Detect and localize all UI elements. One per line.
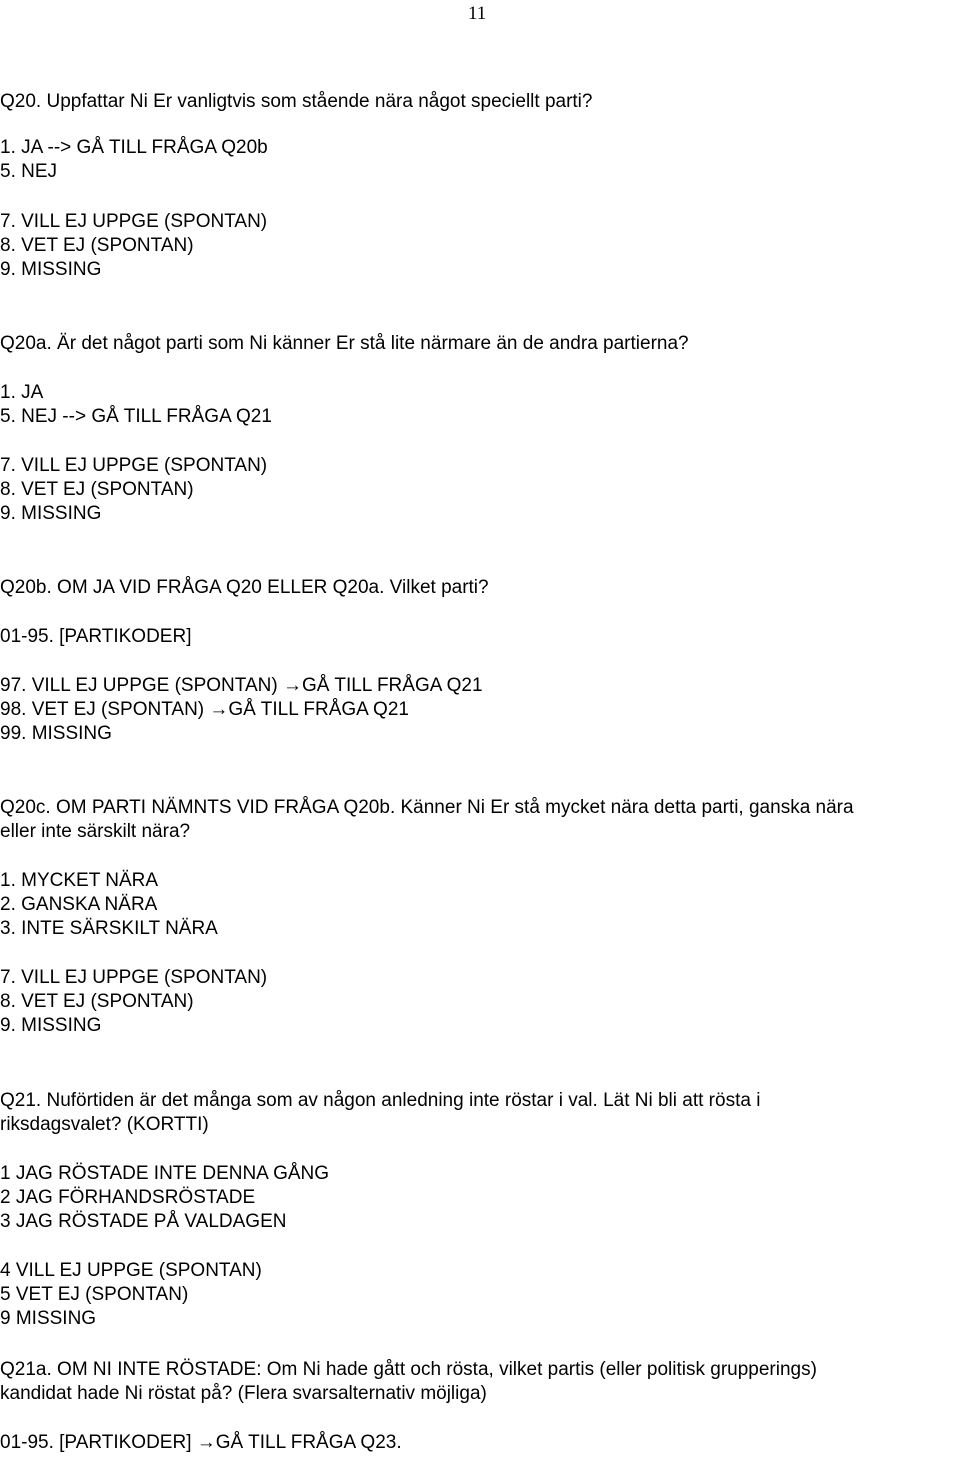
option-q21-1: 1 JAG RÖSTADE INTE DENNA GÅNG [0,1163,330,1184]
question-q20c-text-line2: eller inte särskilt nära? [0,821,191,842]
option-q20a-7: 7. VILL EJ UPPGE (SPONTAN) [0,455,268,476]
option-q20c-2: 2. GANSKA NÄRA [0,894,158,915]
option-q20a-9: 9. MISSING [0,503,102,524]
option-q21-2: 2 JAG FÖRHANDSRÖSTADE [0,1187,256,1208]
option-q21-9: 9 MISSING [0,1308,97,1329]
question-q20a-text: Q20a. Är det något parti som Ni känner Er stå lite närmare än de andra partierna? [0,333,689,354]
option-q20a-5: 5. NEJ --> GÅ TILL FRÅGA Q21 [0,406,272,427]
question-q21a-text-line2: kandidat hade Ni röstat på? (Flera svarsalternativ möjliga) [0,1383,487,1404]
option-q20-7: 7. VILL EJ UPPGE (SPONTAN) [0,211,268,232]
option-q21-3: 3 JAG RÖSTADE PÅ VALDAGEN [0,1211,287,1232]
option-q20b-98: 98. VET EJ (SPONTAN) →GÅ TILL FRÅGA Q21 [0,699,409,720]
option-q20c-3: 3. INTE SÄRSKILT NÄRA [0,918,218,939]
option-q20c-1: 1. MYCKET NÄRA [0,870,159,891]
option-q20-5: 5. NEJ [0,161,58,182]
option-q20-1: 1. JA --> GÅ TILL FRÅGA Q20b [0,137,268,158]
option-q20c-8: 8. VET EJ (SPONTAN) [0,991,194,1012]
option-q20-9: 9. MISSING [0,259,102,280]
question-q20b-text: Q20b. OM JA VID FRÅGA Q20 ELLER Q20a. Vilket parti? [0,577,489,598]
page-number: 11 [468,3,487,24]
option-q20a-8: 8. VET EJ (SPONTAN) [0,479,194,500]
option-q20a-1: 1. JA [0,382,44,403]
question-q20-text: Q20. Uppfattar Ni Er vanligtvis som stående nära något speciellt parti? [0,91,593,112]
question-q21-text-line2: riksdagsvalet? (KORTTI) [0,1114,209,1135]
question-q20c-text-line1: Q20c. OM PARTI NÄMNTS VID FRÅGA Q20b. Känner Ni Er stå mycket nära detta parti, ganska nära [0,797,854,818]
option-q20b-01-95: 01-95. [PARTIKODER] [0,626,192,647]
option-q20c-7: 7. VILL EJ UPPGE (SPONTAN) [0,967,268,988]
option-q21-4: 4 VILL EJ UPPGE (SPONTAN) [0,1260,262,1281]
option-q21-5: 5 VET EJ (SPONTAN) [0,1284,189,1305]
question-q21-text-line1: Q21. Nuförtiden är det många som av någon anledning inte röstar i val. Lät Ni bli att rösta i [0,1090,761,1111]
option-q21a-01-95: 01-95. [PARTIKODER] →GÅ TILL FRÅGA Q23. [0,1432,402,1453]
option-q20-8: 8. VET EJ (SPONTAN) [0,235,194,256]
option-q20b-99: 99. MISSING [0,723,112,744]
option-q20b-97: 97. VILL EJ UPPGE (SPONTAN) →GÅ TILL FRÅGA Q21 [0,675,483,696]
option-q20c-9: 9. MISSING [0,1015,102,1036]
question-q21a-text-line1: Q21a. OM NI INTE RÖSTADE: Om Ni hade gått och rösta, vilket partis (eller politisk grupperings) [0,1359,817,1380]
